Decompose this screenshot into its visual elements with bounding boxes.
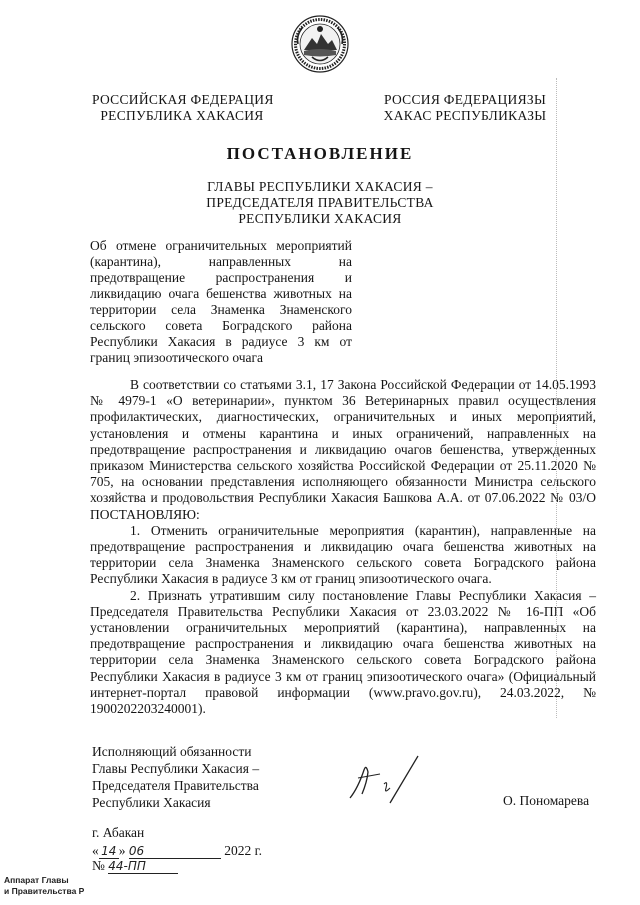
stamp-line-1: Аппарат Главы bbox=[4, 875, 69, 885]
signatory-position bbox=[92, 743, 259, 811]
body-preamble: В соответствии со статьями 3.1, 17 Закона Российской Федерации от 14.05.1993 № 4979-1 «О ветеринарии», пунктом 36 Ветеринарных правил осуществления профилактических, диагностических, ограничительных и иных мероприятий, установления и отмены карантина и иных ограничений, направленных на предотвращение распространения и ликвидацию очагов бешенства, утвержденных приказом Министерства сельского хозяйства Российской Федерации от 25.11.2020 № 705, на основании представления исполняющего обязанности Министра сельского хозяйства и продовольствия Республики Хакасия Башкова А.А. от 07.06.2022 № 03/О ПОСТАНОВЛЯЮ: bbox=[90, 377, 596, 522]
body-clause-1: 1. Отменить ограничительные мероприятия (карантин), направленные на предотвращение распространения и ликвидацию очага бешенства животных на территории села Знаменка Знаменского сельского совета Боградского района Республики Хакасия в радиусе 3 км от границ эпизоотического очага. bbox=[90, 522, 596, 587]
header-right-line-1: РОССИЯ ФЕДЕРАЦИЯЗЫ bbox=[383, 92, 547, 107]
header-right bbox=[380, 92, 550, 124]
number-sign: № bbox=[92, 858, 105, 873]
republic-of-khakassia-coat-of-arms-icon bbox=[290, 14, 350, 74]
scan-edge-line bbox=[556, 78, 558, 718]
number-value: 44-ПП bbox=[108, 859, 178, 874]
document-subtitle bbox=[130, 179, 510, 227]
date-day: 14 bbox=[99, 844, 119, 859]
handwritten-signature bbox=[340, 748, 440, 808]
signatory-name: О. Пономарева bbox=[503, 793, 590, 808]
document-subject: Об отмене ограничительных мероприятий (карантина), направленных на предотвращение распространения и ликвидацию очага бешенства животных на территории села Знаменка Знаменского сельского совета Боградского района Республики Хакасия в радиусе 3 км от границ эпизоотического очага bbox=[90, 238, 352, 365]
document-number bbox=[92, 858, 178, 874]
signatory-position-line-4: Республики Хакасия bbox=[92, 795, 211, 810]
document-title: ПОСТАНОВЛЕНИЕ bbox=[226, 144, 414, 163]
subtitle-line-3: РЕСПУБЛИКИ ХАКАСИЯ bbox=[238, 211, 402, 226]
registration-stamp bbox=[4, 875, 84, 897]
date-open-quote: « bbox=[92, 843, 99, 858]
date-month: 06 bbox=[129, 844, 221, 859]
stamp-line-2: и Правительства Р bbox=[4, 886, 85, 896]
header-left-line-1: РОССИЙСКАЯ ФЕДЕРАЦИЯ bbox=[92, 92, 274, 107]
body-clause-2: 2. Признать утратившим силу постановление Главы Республики Хакасия – Председателя Правительства Республики Хакасия от 23.03.2022 № 16-ПП «Об установлении ограничительных мероприятий (карантина), направленных на предотвращение распространения и ликвидацию очага бешенства животных на территории села Знаменка Знаменского сельского совета Боградского района Республики Хакасия в радиусе 3 км от границ эпизоотического очага» (Официальный интернет-портал правовой информации (www.pravo.gov.ru), 24.03.2022, № 1900202203240001). bbox=[90, 587, 596, 717]
date-year: 2022 г. bbox=[224, 843, 263, 858]
signatory-position-line-1: Исполняющий обязанности bbox=[92, 744, 252, 759]
signatory-position-line-3: Председателя Правительства bbox=[92, 778, 259, 793]
document-body bbox=[90, 377, 596, 717]
header-left bbox=[92, 92, 272, 124]
place-of-signing: г. Абакан bbox=[92, 825, 145, 840]
date-close-quote: » bbox=[118, 843, 126, 858]
document-date bbox=[92, 843, 262, 859]
header-left-line-2: РЕСПУБЛИКА ХАКАСИЯ bbox=[100, 108, 264, 123]
subtitle-line-1: ГЛАВЫ РЕСПУБЛИКИ ХАКАСИЯ – bbox=[207, 179, 433, 194]
subtitle-line-2: ПРЕДСЕДАТЕЛЯ ПРАВИТЕЛЬСТВА bbox=[206, 195, 434, 210]
signatory-position-line-2: Главы Республики Хакасия – bbox=[92, 761, 260, 776]
header-right-line-2: ХАКАС РЕСПУБЛИКАЗЫ bbox=[383, 108, 547, 123]
